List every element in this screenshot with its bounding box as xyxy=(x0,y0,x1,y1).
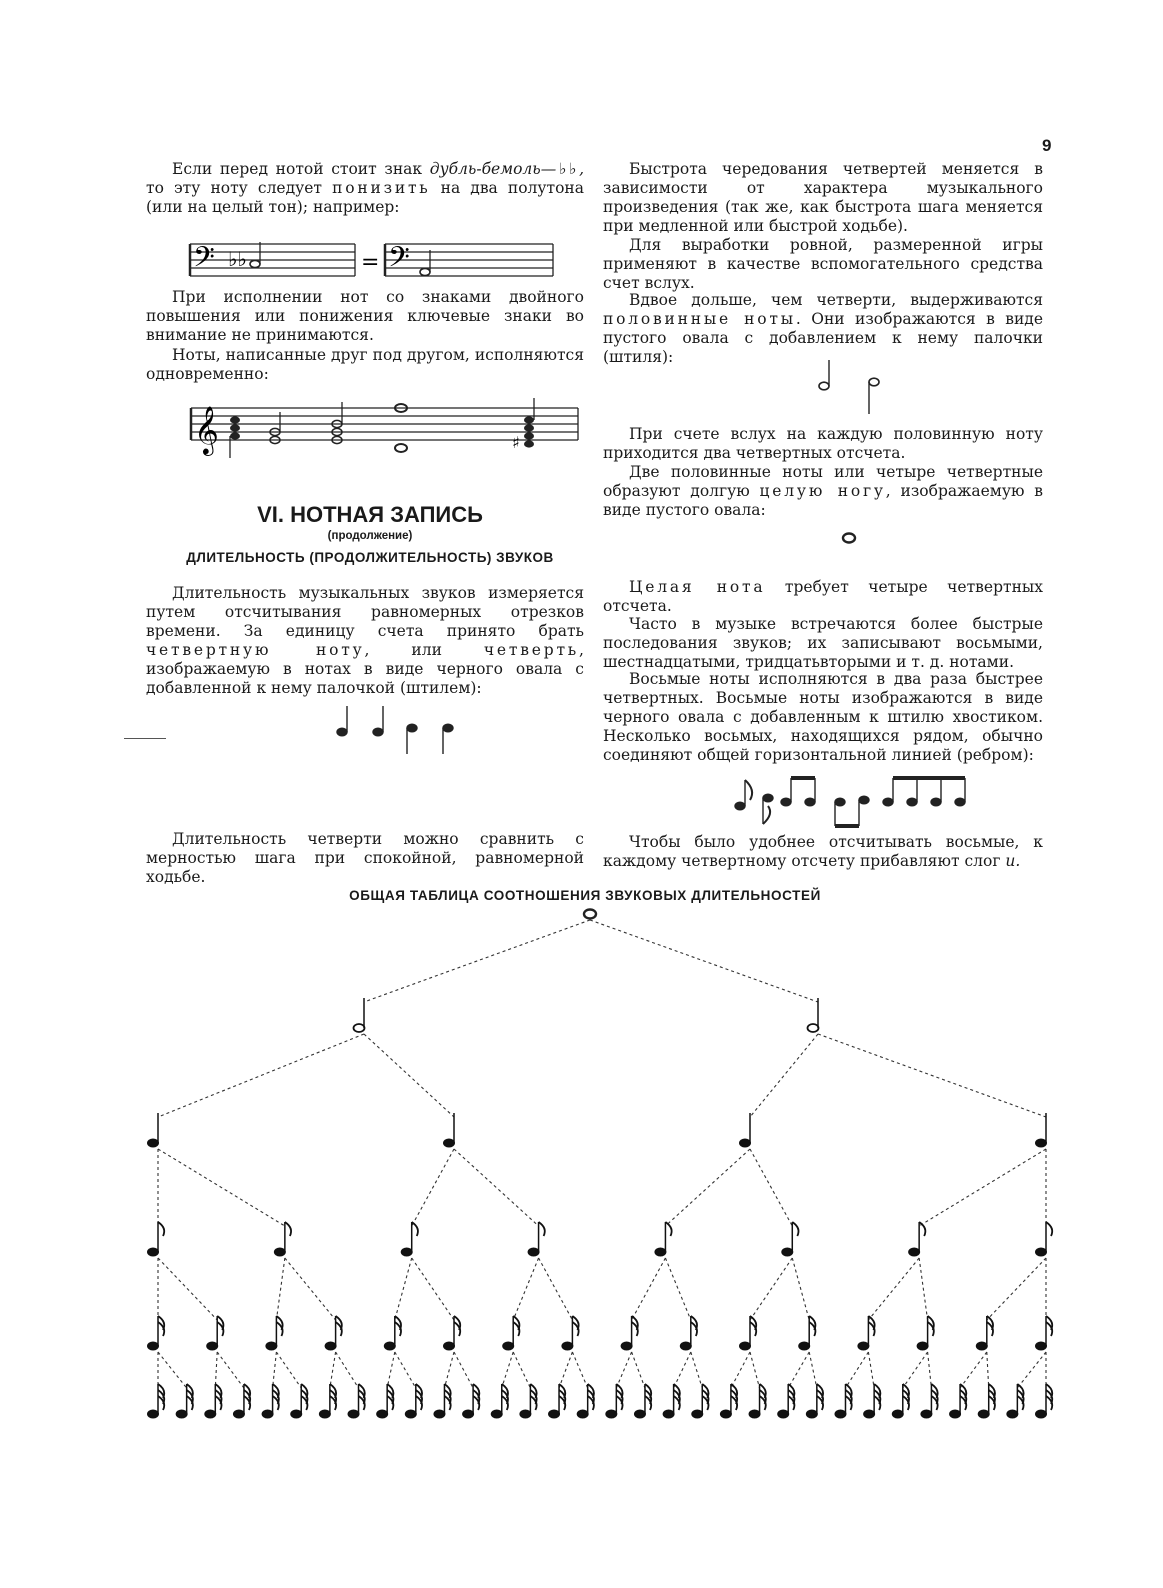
tree-connector xyxy=(750,1352,760,1388)
left-paragraph-2 xyxy=(146,288,584,345)
double-flat-icon: ♭♭ xyxy=(228,247,247,271)
tree-connector xyxy=(987,1352,989,1388)
sixteenth-note-icon xyxy=(562,1316,579,1350)
tree-connector xyxy=(395,1352,416,1388)
r-p3-text-a: Вдвое дольше, чем четверти, выдерживаются xyxy=(629,291,1043,309)
r-p6-text-b: требует четыре четвертных отсчета. xyxy=(603,578,1043,615)
quarter-note-icon xyxy=(740,1113,751,1147)
r-p5-text-a: Две половинные ноты или четыре четвертные образуют долгую xyxy=(603,463,1043,500)
left-paragraph-4 xyxy=(146,584,584,698)
quarter-note-icon xyxy=(1036,1113,1047,1147)
p2-text: При исполнении нот со знаками двойного повышения или понижения ключевые знаки во внимание не принимаются. xyxy=(146,288,584,344)
right-paragraph-6 xyxy=(603,578,1043,616)
p3-text: Ноты, написанные друг под другом, исполняются одновременно: xyxy=(146,346,584,383)
thirty-second-note-icon xyxy=(176,1384,193,1418)
tree-connector xyxy=(845,1352,868,1388)
p1-text-c: на два полутона (или на целый тон); например: xyxy=(146,179,584,216)
sixteenth-note-icon xyxy=(680,1316,697,1350)
thirty-second-note-icon xyxy=(463,1384,480,1418)
tree-connector xyxy=(513,1258,538,1320)
treble-clef-icon: 𝄞 xyxy=(194,405,219,454)
tree-connector xyxy=(868,1258,919,1320)
sixteenth-note-icon xyxy=(621,1316,638,1350)
r-p9-italic: и. xyxy=(1005,852,1021,870)
tree-connector xyxy=(818,1034,1046,1117)
tree-connector xyxy=(674,1352,691,1388)
thirty-second-note-icon xyxy=(892,1384,909,1418)
tree-connector xyxy=(632,1258,666,1320)
thirty-second-note-icon xyxy=(749,1384,766,1418)
tree-connector xyxy=(158,1258,217,1320)
tree-connector xyxy=(444,1352,454,1388)
r-p1-text: Быстрота чередования четвертей меняется в зависимости от характера музыкального произведения (так же, как быстрота шага меняется при медленной или быстрой ходьбе). xyxy=(603,160,1043,235)
thirty-second-note-icon xyxy=(950,1384,967,1418)
right-paragraph-4 xyxy=(603,425,1043,463)
tree-connector xyxy=(412,1258,454,1320)
quarter-notes-example xyxy=(330,704,460,760)
r-p3-spaced: половинные ноты xyxy=(603,310,796,328)
sixteenth-note-icon xyxy=(148,1316,165,1350)
whole-note-icon xyxy=(584,910,596,919)
thirty-second-note-icon xyxy=(491,1384,508,1418)
thirty-second-note-icon xyxy=(205,1384,222,1418)
p4-text-a: Длительность музыкальных звуков измеряется путем отсчитывания равномерных отрезков времени. За единицу счета принято брать xyxy=(146,584,584,640)
bass-clef-icon: 𝄢 xyxy=(193,241,215,281)
thirty-second-note-icon xyxy=(921,1384,938,1418)
tree-connector xyxy=(572,1352,587,1388)
half-note-icon xyxy=(250,260,260,267)
page-number: 9 xyxy=(1042,136,1052,155)
p1-text-a: Если перед нотой стоит знак xyxy=(172,160,430,178)
chord-4 xyxy=(395,404,407,452)
thirty-second-note-icon xyxy=(319,1384,336,1418)
thirty-second-note-icon xyxy=(978,1384,995,1418)
double-flat-example xyxy=(185,236,560,286)
thirty-second-note-icon xyxy=(663,1384,680,1418)
tree-connector xyxy=(809,1352,817,1388)
thirty-second-note-icon xyxy=(864,1384,881,1418)
sixteenth-note-icon xyxy=(917,1316,934,1350)
sixteenth-note-icon xyxy=(740,1316,757,1350)
r-p2-text: Для выработки ровной, размеренной игры применяют в качестве вспомогательного средства счет вслух. xyxy=(603,236,1043,292)
sixteenth-note-icon xyxy=(384,1316,401,1350)
quarter-note-icon xyxy=(148,1113,159,1147)
thirty-second-note-icon xyxy=(434,1384,451,1418)
p4-spaced-2: четверть xyxy=(483,641,580,659)
thirty-second-note-icon xyxy=(549,1384,566,1418)
tree-connector xyxy=(868,1352,874,1388)
tree-connector xyxy=(285,1258,336,1320)
thirty-second-note-icon xyxy=(835,1384,852,1418)
p4-text-c: , изображаемую в нотах в виде черного овала с добавленной к нему палочкой (штилем): xyxy=(146,641,584,697)
tree-connector xyxy=(750,1034,818,1117)
eighth-note-icon xyxy=(1036,1222,1053,1256)
r-p9-text-a: Чтобы было удобнее отсчитывать восьмые, к каждому четвертному отсчету прибавляют слог xyxy=(603,833,1043,870)
sixteenth-note-icon xyxy=(1036,1316,1053,1350)
eighth-note-icon xyxy=(274,1222,291,1256)
r-p3-text-b: . Они изображаются в виде пустого овала с добавлением к нему палочки (штиля): xyxy=(603,310,1043,366)
half-note-icon xyxy=(354,998,365,1032)
sixteenth-note-icon xyxy=(503,1316,520,1350)
chord-2 xyxy=(270,412,280,444)
left-paragraph-5 xyxy=(146,830,584,887)
tree-connector xyxy=(788,1352,809,1388)
tree-connector xyxy=(590,920,818,1002)
tree-connector xyxy=(158,1352,187,1388)
p4-spaced-1: четвертную ноту xyxy=(146,641,365,659)
tree-connector xyxy=(559,1352,572,1388)
tree-connector xyxy=(919,1149,1046,1226)
thirty-second-note-icon xyxy=(606,1384,623,1418)
right-paragraph-9 xyxy=(603,833,1043,871)
tree-connector xyxy=(539,1258,573,1320)
p1-italic: дубль-бемоль—♭♭, xyxy=(429,160,585,178)
sixteenth-note-icon xyxy=(444,1316,461,1350)
tree-connector xyxy=(750,1258,792,1320)
tree-connector xyxy=(364,920,590,1002)
thirty-second-note-icon xyxy=(405,1384,422,1418)
half-note-icon xyxy=(808,998,819,1032)
p1-text-b: то эту ноту следует xyxy=(146,179,333,197)
eighth-note-icon xyxy=(782,1222,799,1256)
tree-connector xyxy=(919,1258,927,1320)
chords-example xyxy=(186,398,586,460)
tree-connector xyxy=(665,1258,690,1320)
tree-connector xyxy=(1017,1352,1046,1388)
section-title: VI. НОТНАЯ ЗАПИСЬ xyxy=(257,502,483,527)
p4-text-b: , или xyxy=(364,641,484,659)
thirty-second-note-icon xyxy=(577,1384,594,1418)
thirty-second-note-icon xyxy=(233,1384,250,1418)
sixteenth-note-icon xyxy=(858,1316,875,1350)
r-p5-text-b: , изображаемую в виде пустого овала: xyxy=(603,482,1043,519)
eighth-note-icon xyxy=(655,1222,672,1256)
tree-connector xyxy=(502,1352,513,1388)
thirty-second-note-icon xyxy=(148,1384,165,1418)
half-note-icon xyxy=(420,268,430,275)
tree-connector xyxy=(158,1034,364,1117)
tree-connector xyxy=(928,1352,932,1388)
sharp-icon: ♯ xyxy=(512,433,520,452)
tree-connector xyxy=(273,1352,277,1388)
tree-connector xyxy=(987,1258,1046,1320)
thirty-second-note-icon xyxy=(634,1384,651,1418)
r-p7-text: Часто в музыке встречаются более быстрые последования звуков; их записывают восьмыми, шестнадцатыми, тридцатьвторыми и т. д. нотами. xyxy=(603,615,1043,671)
right-paragraph-1 xyxy=(603,160,1043,236)
tree-connector xyxy=(158,1149,285,1226)
thirty-second-note-icon xyxy=(692,1384,709,1418)
eighth-note-icon xyxy=(148,1222,165,1256)
thirty-second-note-icon xyxy=(1036,1384,1053,1418)
half-notes-example xyxy=(812,356,892,418)
sixteenth-note-icon xyxy=(976,1316,993,1350)
tree-connector xyxy=(616,1352,631,1388)
tree-connector xyxy=(960,1352,987,1388)
tree-connector xyxy=(387,1352,395,1388)
tree-connector xyxy=(336,1352,359,1388)
chord-5 xyxy=(512,398,534,452)
equals-sign: = xyxy=(361,250,380,275)
eighth-note-icon xyxy=(401,1222,418,1256)
tree-connector xyxy=(750,1149,792,1226)
tree-connector xyxy=(395,1258,412,1320)
duration-tree xyxy=(0,900,1163,1440)
tree-connector xyxy=(276,1352,301,1388)
right-paragraph-8 xyxy=(603,670,1043,765)
left-paragraph-3 xyxy=(146,346,584,384)
right-paragraph-5 xyxy=(603,463,1043,520)
r-p4-text: При счете вслух на каждую половинную ноту приходится два четвертных отсчета. xyxy=(603,425,1043,462)
p5-text: Длительность четверти можно сравнить с мерностью шага при спокойной, равномерной ходьбе. xyxy=(146,830,584,886)
thirty-second-note-icon xyxy=(720,1384,737,1418)
tree-connector xyxy=(691,1352,702,1388)
thirty-second-note-icon xyxy=(348,1384,365,1418)
r-p8-text: Восьмые ноты исполняются в два раза быстрее четвертных. Восьмые ноты изображаются в виде черного овала с добавленным к штилю хвостиком. Несколько восьмых, находящихся рядом, обычно соединяют общей горизонтальной линией (ребром): xyxy=(603,670,1043,764)
thirty-second-note-icon xyxy=(377,1384,394,1418)
thirty-second-note-icon xyxy=(262,1384,279,1418)
left-paragraph-1 xyxy=(146,160,584,217)
right-paragraph-7 xyxy=(603,615,1043,672)
tree-connector xyxy=(454,1149,539,1226)
quarter-note-icon xyxy=(444,1113,455,1147)
bass-clef-icon: 𝄢 xyxy=(388,241,410,281)
tree-connector xyxy=(792,1258,809,1320)
thirty-second-note-icon xyxy=(1007,1384,1024,1418)
tree-connector xyxy=(731,1352,750,1388)
tree-connector xyxy=(665,1149,750,1226)
tree-connector xyxy=(412,1149,454,1226)
chord-1 xyxy=(230,416,240,458)
sixteenth-note-icon xyxy=(325,1316,342,1350)
eighth-note-icon xyxy=(528,1222,545,1256)
r-p6-spaced: Целая нота xyxy=(629,578,766,596)
section-heading: ДЛИТЕЛЬНОСТЬ (ПРОДОЛЖИТЕЛЬНОСТЬ) ЗВУКОВ xyxy=(186,550,554,565)
tree-connector xyxy=(454,1352,473,1388)
r-p5-spaced: целую ногу xyxy=(759,482,886,500)
tree-connector xyxy=(364,1034,454,1117)
scan-mark xyxy=(124,738,166,739)
tree-connector xyxy=(903,1352,928,1388)
tree-connector xyxy=(632,1352,645,1388)
tree-connector xyxy=(215,1352,217,1388)
tree-connector xyxy=(330,1352,336,1388)
thirty-second-note-icon xyxy=(806,1384,823,1418)
sixteenth-note-icon xyxy=(799,1316,816,1350)
tree-connector xyxy=(513,1352,530,1388)
tree-connector xyxy=(217,1352,244,1388)
thirty-second-note-icon xyxy=(778,1384,795,1418)
eighth-notes-example xyxy=(728,772,978,834)
tree-connector xyxy=(276,1258,284,1320)
sixteenth-note-icon xyxy=(207,1316,224,1350)
sixteenth-note-icon xyxy=(266,1316,283,1350)
table-title: ОБЩАЯ ТАБЛИЦА СООТНОШЕНИЯ ЗВУКОВЫХ ДЛИТЕЛЬНОСТЕЙ xyxy=(349,888,821,903)
p1-spaced: понизить xyxy=(332,179,431,197)
eighth-note-icon xyxy=(909,1222,926,1256)
thirty-second-note-icon xyxy=(520,1384,537,1418)
thirty-second-note-icon xyxy=(291,1384,308,1418)
whole-note-example xyxy=(838,530,862,546)
section-subtitle: (продолжение) xyxy=(327,530,413,542)
right-paragraph-2 xyxy=(603,236,1043,293)
